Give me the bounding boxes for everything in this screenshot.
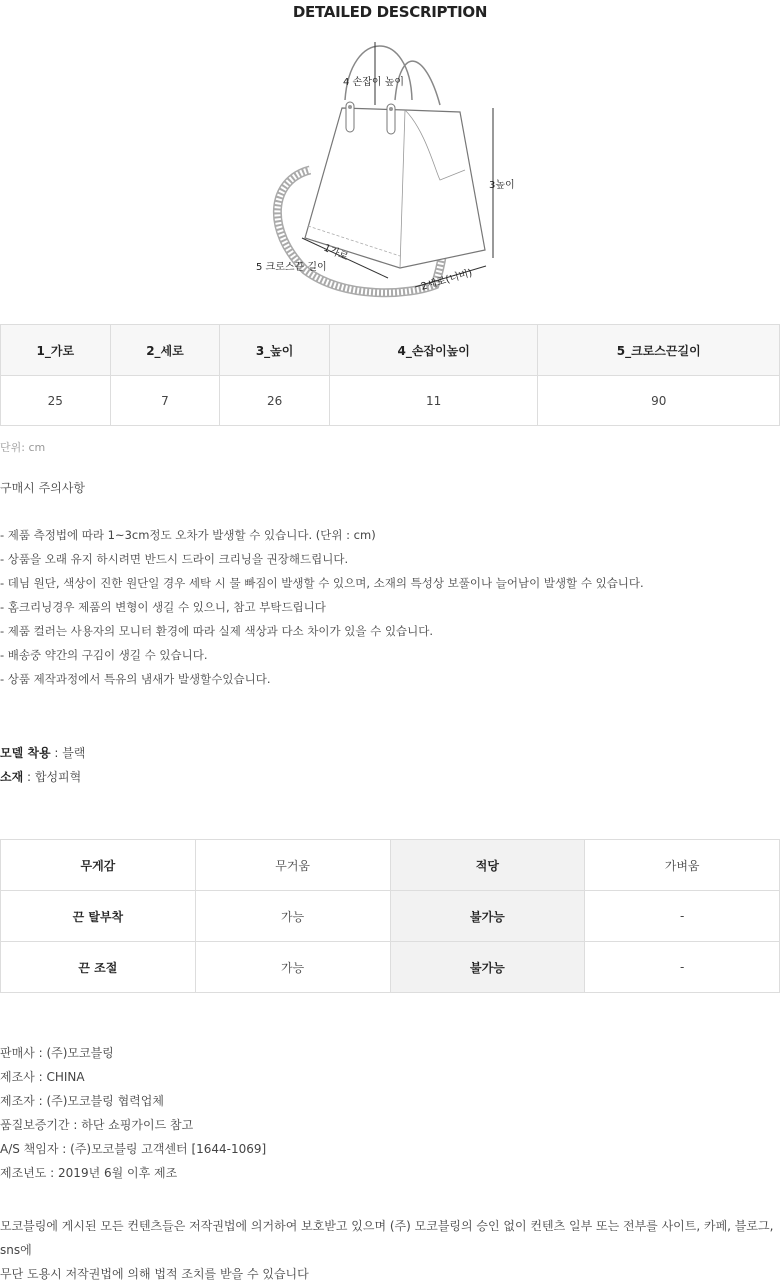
page-title: DETAILED DESCRIPTION [292, 3, 488, 21]
option-possible: 가능 [195, 891, 390, 942]
row-label-strap-detach: 끈 탈부착 [1, 891, 196, 942]
option-moderate: 적당 [390, 840, 585, 891]
list-item: 제조년도 : 2019년 6월 이후 제조 [0, 1166, 178, 1180]
list-item: 품질보증기간 : 하단 쇼핑가이드 참고 [0, 1118, 194, 1132]
size-value-strap-length: 90 [538, 376, 780, 426]
option-none: - [585, 942, 780, 993]
unit-note: 단위: cm [0, 441, 46, 454]
copyright-line-2: 무단 도용시 저작권법에 의해 법적 조치를 받을 수 있습니다 [0, 1267, 309, 1281]
notice-title: 구매시 주의사항 [0, 481, 85, 495]
material-label: 소재 [0, 770, 24, 784]
size-value-width: 25 [1, 376, 111, 426]
size-table [0, 324, 780, 426]
size-value-handle-height: 11 [329, 376, 538, 426]
size-table-value-row [1, 376, 780, 426]
row-label-strap-adjust: 끈 조절 [1, 942, 196, 993]
list-item: 제조자 : (주)모코블링 협력업체 [0, 1094, 164, 1108]
label-width: 1가로 [321, 242, 350, 264]
list-item: - 상품을 오래 유지 하시려면 반드시 드라이 크리닝을 권장해드립니다. [0, 552, 349, 566]
table-row [1, 840, 780, 891]
option-light: 가벼움 [585, 840, 780, 891]
label-depth: 2세로(너비) [419, 267, 474, 293]
size-value-height: 26 [220, 376, 330, 426]
material-value: : 합성피혁 [23, 770, 82, 784]
list-item: 판매사 : (주)모코블링 [0, 1046, 114, 1060]
size-header-depth: 2_세로 [110, 325, 220, 376]
product-feel-table [0, 839, 780, 993]
material-spec [0, 768, 81, 785]
list-item: 제조사 : CHINA [0, 1070, 85, 1084]
seller-info-list [0, 1045, 266, 1189]
size-header-height: 3_높이 [220, 325, 330, 376]
label-handle-height: 4 손잡이 높이 [343, 77, 405, 88]
model-spec [0, 744, 85, 761]
list-item: - 상품 제작과정에서 특유의 냄새가 발생할수있습니다. [0, 672, 271, 686]
bag-dimension-illustration [250, 30, 530, 305]
list-item: - 제품 컬러는 사용자의 모니터 환경에 따라 실제 색상과 다소 차이가 있을 수 있습니다. [0, 624, 434, 638]
list-item: - 배송중 약간의 구김이 생길 수 있습니다. [0, 648, 208, 662]
copyright-notice [0, 1214, 780, 1286]
option-heavy: 무거움 [195, 840, 390, 891]
size-header-handle-height: 4_손잡이높이 [329, 325, 538, 376]
list-item: - 데님 원단, 색상이 진한 원단일 경우 세탁 시 물 빠짐이 발생할 수 있으며, 소재의 특성상 보풀이나 늘어남이 발생할 수 있습니다. [0, 576, 644, 590]
list-item: - 제품 측정법에 따라 1~3cm정도 오차가 발생할 수 있습니다. (단위 : cm) [0, 528, 376, 542]
option-possible: 가능 [195, 942, 390, 993]
size-header-strap-length: 5_크로스끈길이 [538, 325, 780, 376]
option-none: - [585, 891, 780, 942]
row-label-weight: 무게감 [1, 840, 196, 891]
notice-list [0, 527, 644, 695]
list-item: A/S 책임자 : (주)모코블링 고객센터 [1644-1069] [0, 1142, 267, 1156]
option-impossible: 불가능 [390, 942, 585, 993]
table-row [1, 891, 780, 942]
size-value-depth: 7 [110, 376, 220, 426]
label-height: 3높이 [489, 180, 515, 191]
copyright-line-1: 모코블링에 게시된 모든 컨텐츠들은 저작권법에 의거하여 보호받고 있으며 (주) 모코블링의 승인 없이 컨텐츠 일부 또는 전부를 사이트, 카페, 블로그, sns에 [0, 1219, 774, 1257]
model-value: : 블랙 [50, 746, 86, 760]
label-strap-length: 5 크로스끈 길이 [256, 262, 327, 273]
table-row [1, 942, 780, 993]
option-impossible: 불가능 [390, 891, 585, 942]
model-label: 모델 착용 [0, 746, 51, 760]
size-header-width: 1_가로 [1, 325, 111, 376]
size-table-header-row [1, 325, 780, 376]
list-item: - 홈크리닝경우 제품의 변형이 생길 수 있으니, 참고 부탁드립니다 [0, 600, 326, 614]
